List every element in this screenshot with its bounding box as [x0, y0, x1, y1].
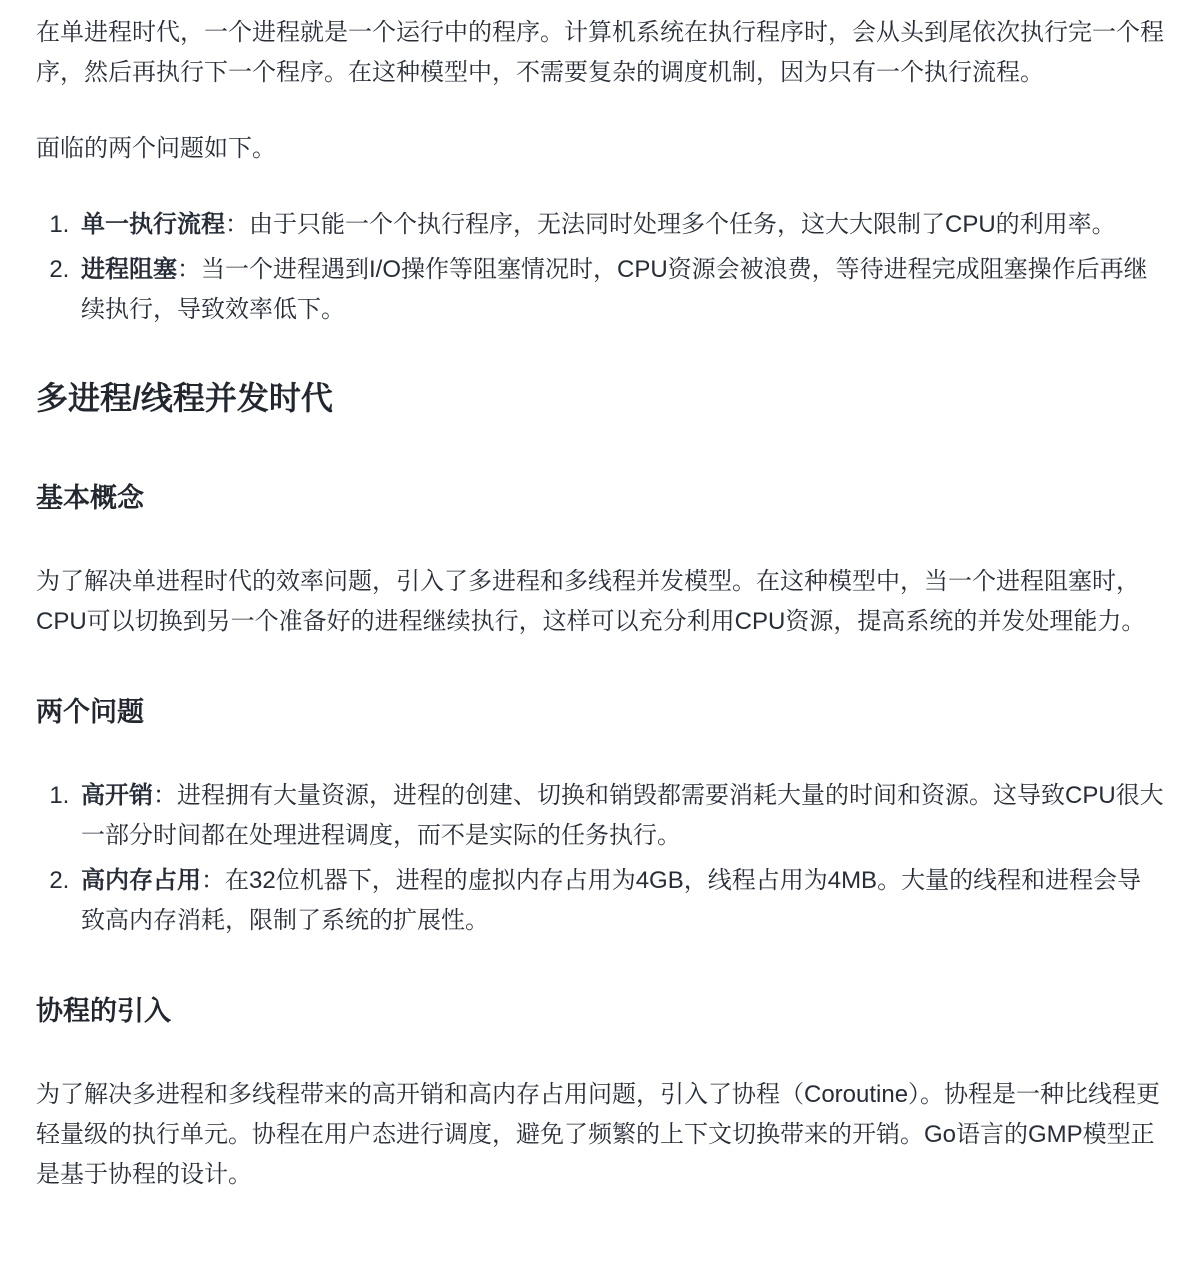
single-process-problems-list: [36, 205, 1164, 330]
list-item-process-blocking: [76, 250, 1164, 330]
list-item-single-flow: [76, 205, 1164, 245]
section-title-multiprocess-era: 多进程/线程并发时代: [36, 380, 333, 416]
list-item-high-memory: [76, 861, 1164, 941]
intro-paragraph: 在单进程时代，一个进程就是一个运行中的程序。计算机系统在执行程序时，会从头到尾依次执行完一个程序，然后再执行下一个程序。在这种模型中，不需要复杂的调度机制，因为只有一个执行流程。: [36, 19, 1164, 86]
desc-process-blocking: ：当一个进程遇到I/O操作等阻塞情况时，CPU资源会被浪费，等待进程完成阻塞操作后再继续执行，导致效率低下。: [81, 256, 1148, 323]
term-high-memory: 高内存占用: [81, 867, 201, 894]
multiprocess-paragraph: 为了解决单进程时代的效率问题，引入了多进程和多线程并发模型。在这种模型中，当一个进程阻塞时，CPU可以切换到另一个准备好的进程继续执行，这样可以充分利用CPU资源，提高系统的并发处理能力。: [36, 568, 1146, 635]
desc-single-flow: ：由于只能一个个执行程序，无法同时处理多个任务，这大大限制了CPU的利用率。: [225, 211, 1116, 238]
subsection-title-two-problems: 两个问题: [36, 697, 144, 727]
desc-high-overhead: ：进程拥有大量资源，进程的创建、切换和销毁都需要消耗大量的时间和资源。这导致CPU很大一部分时间都在处理进程调度，而不是实际的任务执行。: [81, 782, 1164, 849]
subsection-title-basic-concept: 基本概念: [36, 483, 144, 513]
problems-lead-paragraph: 面临的两个问题如下。: [36, 135, 276, 162]
term-process-blocking: 进程阻塞: [81, 256, 177, 283]
term-single-flow: 单一执行流程: [81, 211, 225, 238]
term-high-overhead: 高开销: [81, 782, 153, 809]
list-item-high-overhead: [76, 776, 1164, 856]
multiprocess-problems-list: [36, 776, 1164, 941]
subsection-title-coroutine-intro: 协程的引入: [36, 996, 171, 1026]
desc-high-memory: ：在32位机器下，进程的虚拟内存占用为4GB，线程占用为4MB。大量的线程和进程会导致高内存消耗，限制了系统的扩展性。: [81, 867, 1142, 934]
coroutine-paragraph: 为了解决多进程和多线程带来的高开销和高内存占用问题，引入了协程（Coroutine）。协程是一种比线程更轻量级的执行单元。协程在用户态进行调度，避免了频繁的上下文切换带来的开销。Go语言的GMP模型正是基于协程的设计。: [36, 1081, 1161, 1188]
